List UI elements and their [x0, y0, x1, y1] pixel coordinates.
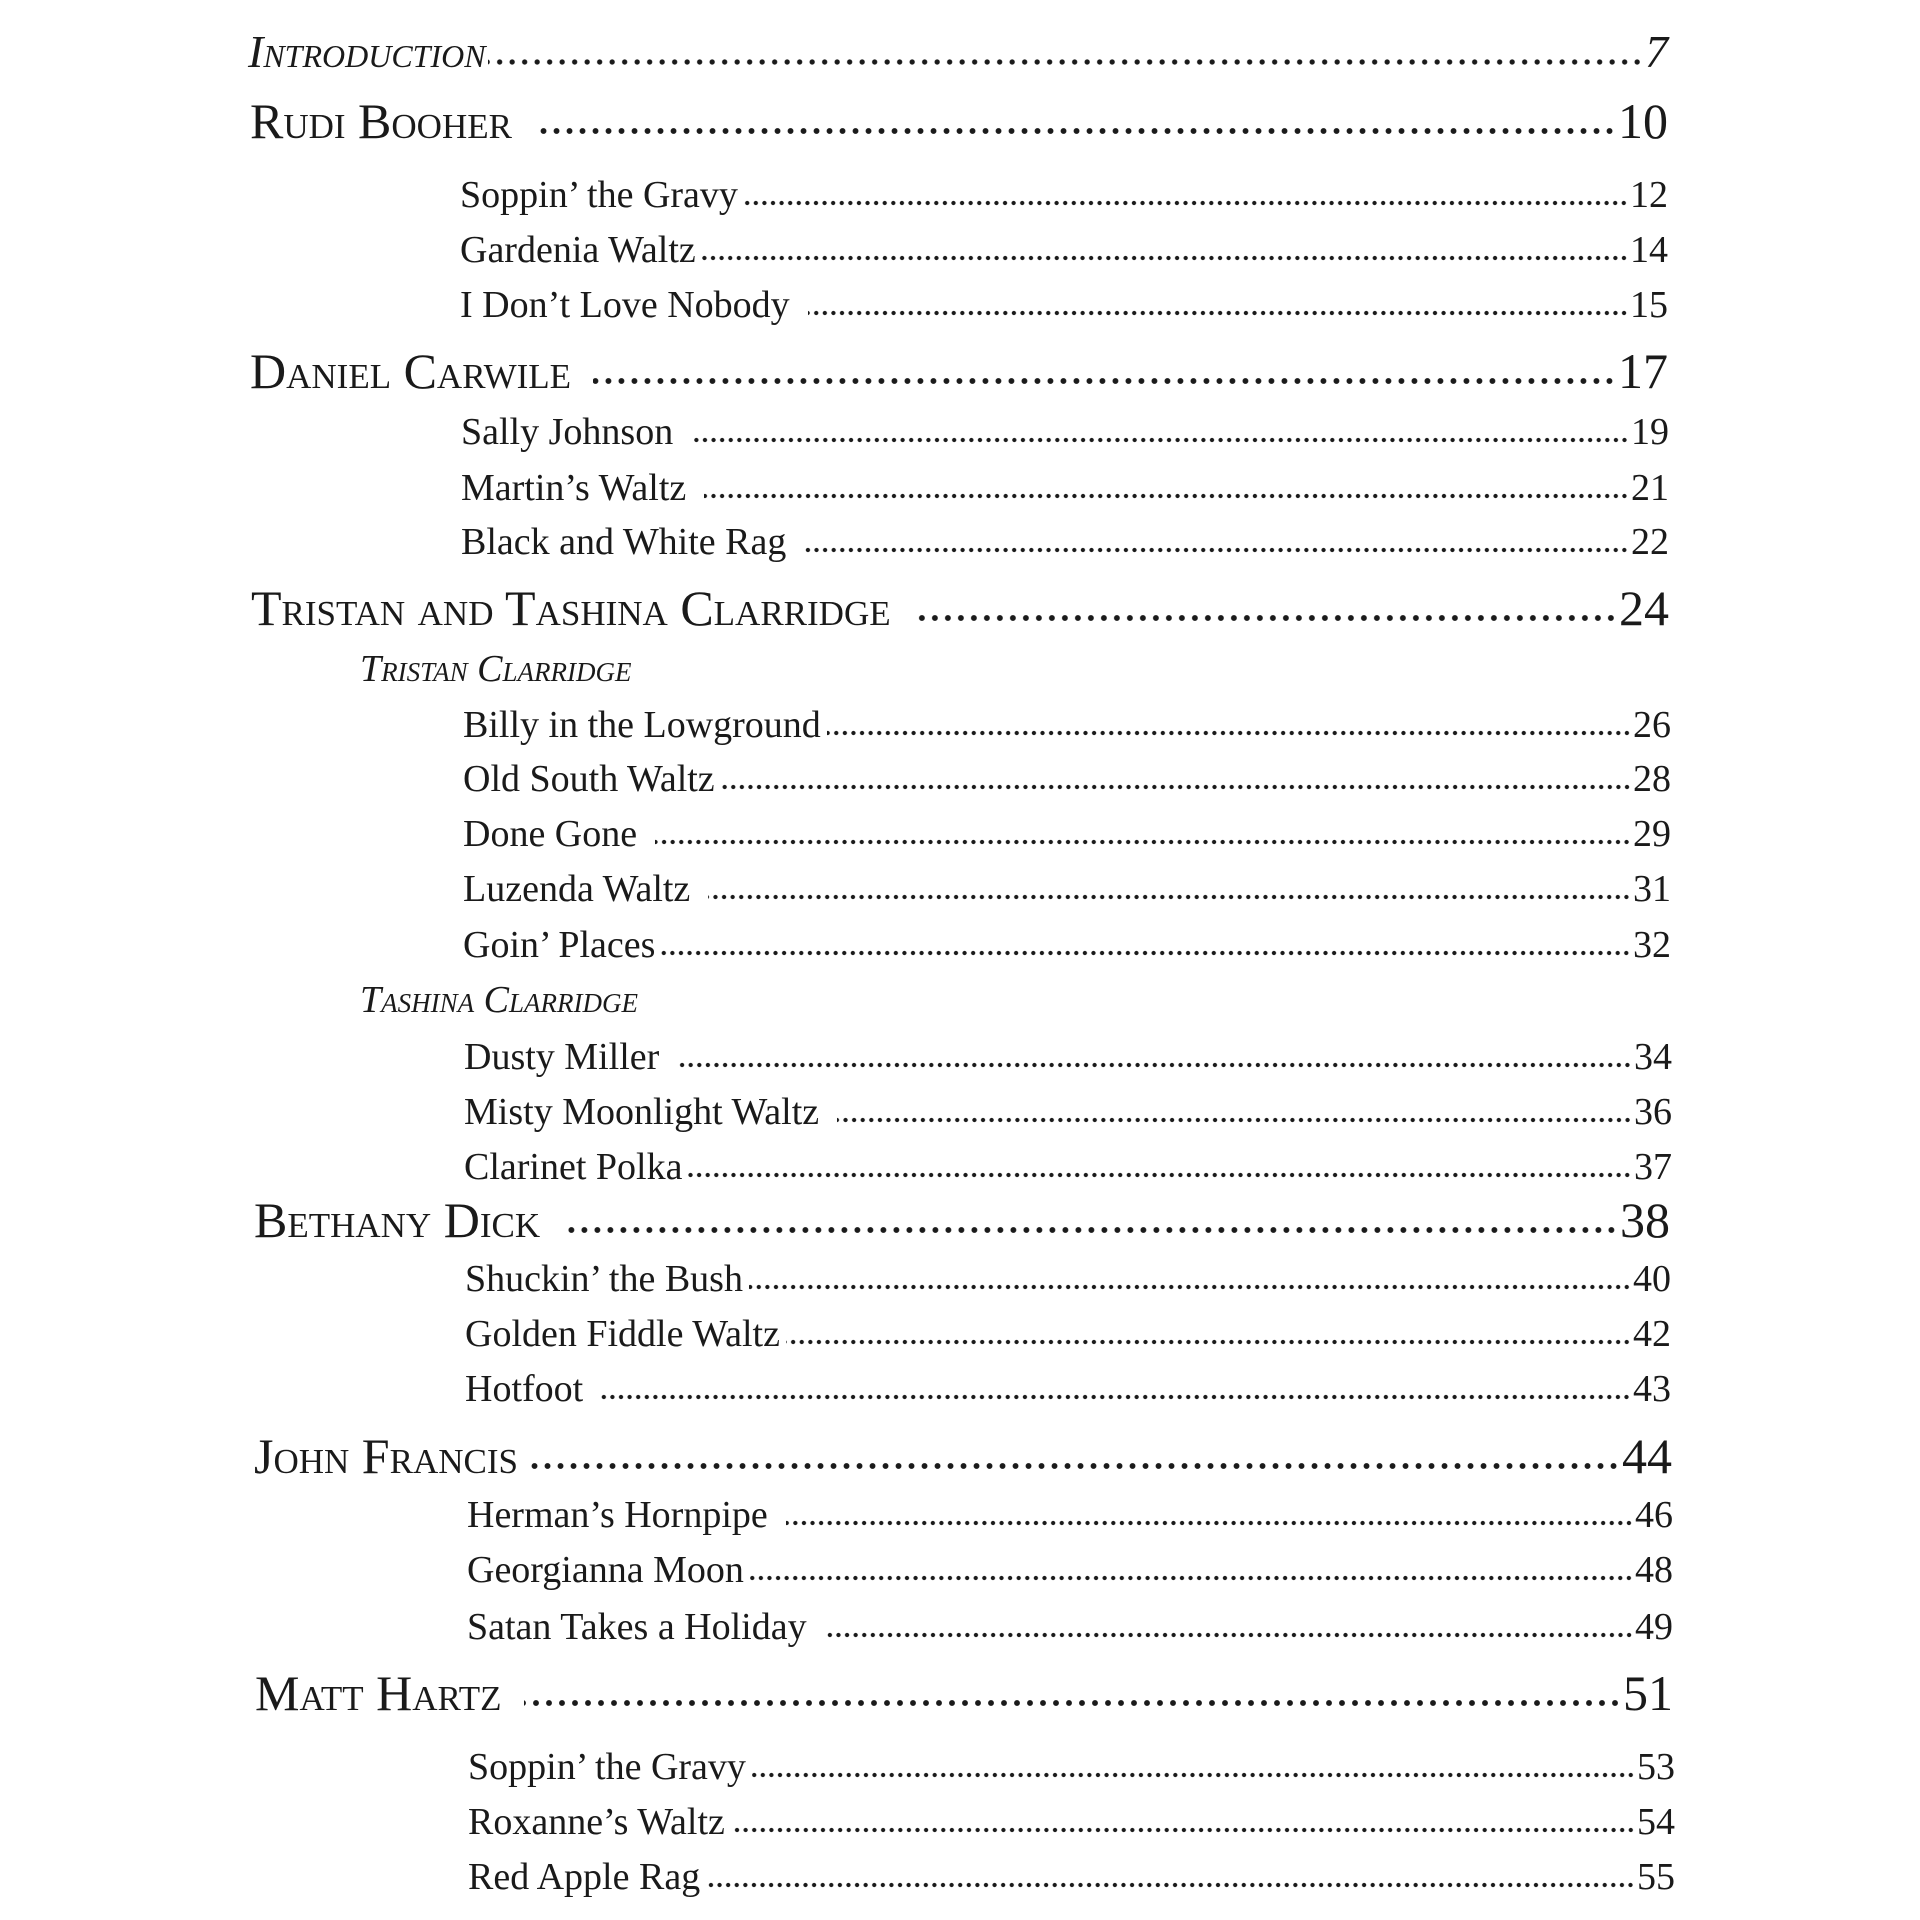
- dot-leader: [825, 1630, 1633, 1640]
- dot-leader: [702, 253, 1628, 263]
- toc-subsection-heading[interactable]: [360, 981, 638, 1019]
- dot-leader: [837, 1115, 1632, 1125]
- entry-title: Satan Takes a Holiday: [467, 1606, 807, 1648]
- dot-leader: [721, 782, 1631, 792]
- toc-entry[interactable]: [463, 870, 1671, 908]
- dot-leader: [786, 1518, 1633, 1528]
- dot-leader: [706, 1880, 1635, 1890]
- entry-page: 40: [1633, 1258, 1671, 1300]
- toc-entry[interactable]: [465, 1315, 1671, 1353]
- section-page: 44: [1622, 1428, 1672, 1484]
- entry-title: Black and White Rag: [461, 521, 787, 563]
- entry-page: 28: [1633, 758, 1671, 800]
- toc-section-heading[interactable]: [250, 343, 1668, 399]
- toc-section-heading[interactable]: [254, 1428, 1672, 1484]
- entry-title: Goin’ Places: [463, 924, 656, 966]
- dot-leader: [488, 56, 1643, 68]
- entry-title: Roxanne’s Waltz: [468, 1801, 725, 1843]
- toc-entry[interactable]: [467, 1608, 1673, 1646]
- dot-leader: [752, 1770, 1635, 1780]
- toc-section-heading[interactable]: [250, 93, 1668, 149]
- entry-title: Misty Moonlight Waltz: [464, 1091, 820, 1133]
- toc-entry[interactable]: [464, 1038, 1672, 1076]
- subsection-title: Tashina Clarridge: [360, 979, 638, 1021]
- toc-entry[interactable]: [465, 1370, 1671, 1408]
- entry-page: 48: [1635, 1549, 1673, 1591]
- section-page: 17: [1618, 343, 1668, 399]
- entry-page: 31: [1633, 868, 1671, 910]
- toc-entry[interactable]: [467, 1496, 1673, 1534]
- toc-entry[interactable]: [463, 926, 1671, 964]
- entry-page: 14: [1630, 229, 1668, 271]
- entry-page: 55: [1637, 1856, 1675, 1898]
- section-title: Rudi Booher: [250, 93, 512, 149]
- entry-page: 12: [1630, 174, 1668, 216]
- dot-leader: [786, 1337, 1631, 1347]
- dot-leader: [655, 837, 1631, 847]
- entry-title: Gardenia Waltz: [460, 229, 696, 271]
- dot-leader: [804, 545, 1629, 555]
- toc-entry[interactable]: [460, 231, 1668, 269]
- entry-page: 21: [1631, 467, 1669, 509]
- dot-leader: [688, 1170, 1632, 1180]
- dot-leader: [749, 1282, 1631, 1292]
- dot-leader: [677, 1060, 1632, 1070]
- subsection-title: Tristan Clarridge: [360, 648, 632, 690]
- entry-title: Sally Johnson: [461, 411, 674, 453]
- section-title: Daniel Carwile: [250, 343, 572, 399]
- entry-title: Golden Fiddle Waltz: [465, 1313, 780, 1355]
- entry-page: 19: [1631, 411, 1669, 453]
- section-title: Bethany Dick: [254, 1192, 541, 1248]
- toc-entry[interactable]: [460, 176, 1668, 214]
- toc-entry[interactable]: [460, 286, 1668, 324]
- dot-leader: [827, 728, 1631, 738]
- dot-leader: [731, 1825, 1635, 1835]
- entry-title: Clarinet Polka: [464, 1146, 683, 1188]
- toc-section-heading[interactable]: [254, 1192, 1670, 1248]
- dot-leader: [704, 491, 1629, 501]
- entry-title: I Don’t Love Nobody: [460, 284, 790, 326]
- section-page: 38: [1620, 1192, 1670, 1248]
- entry-title: Dusty Miller: [464, 1036, 660, 1078]
- toc-entry[interactable]: [467, 1551, 1673, 1589]
- entry-page: 15: [1630, 284, 1668, 326]
- toc-subsection-heading[interactable]: [360, 650, 631, 688]
- entry-page: 32: [1633, 924, 1671, 966]
- entry-page: 54: [1637, 1801, 1675, 1843]
- section-page: 24: [1619, 580, 1669, 636]
- toc-entry[interactable]: [463, 815, 1671, 853]
- toc-entry[interactable]: [468, 1748, 1675, 1786]
- toc-entry[interactable]: [464, 1093, 1672, 1131]
- entry-title: Hotfoot: [465, 1368, 584, 1410]
- toc-section-heading[interactable]: [251, 580, 1669, 636]
- entry-title: Soppin’ the Gravy: [468, 1746, 746, 1788]
- toc-introduction[interactable]: [248, 26, 1668, 77]
- toc-entry[interactable]: [461, 523, 1669, 561]
- entry-page: 37: [1634, 1146, 1672, 1188]
- entry-page: 29: [1633, 813, 1671, 855]
- section-page: 10: [1618, 93, 1668, 149]
- entry-title: Billy in the Lowground: [463, 704, 821, 746]
- dot-leader: [691, 435, 1629, 445]
- entry-page: 22: [1631, 521, 1669, 563]
- dot-leader: [750, 1573, 1633, 1583]
- entry-title: Done Gone: [463, 813, 638, 855]
- toc-entry[interactable]: [461, 469, 1669, 507]
- dot-leader: [661, 948, 1631, 958]
- entry-page: 42: [1633, 1313, 1671, 1355]
- toc-introduction-page: 7: [1645, 26, 1668, 77]
- dot-leader: [744, 198, 1628, 208]
- dot-leader: [534, 124, 1616, 138]
- section-title: Tristan and Tashina Clarridge: [251, 580, 891, 636]
- entry-title: Old South Waltz: [463, 758, 715, 800]
- toc-introduction-title: Introduction: [248, 26, 486, 77]
- toc-entry[interactable]: [465, 1260, 1671, 1298]
- dot-leader: [524, 1696, 1622, 1710]
- dot-leader: [526, 1459, 1620, 1473]
- entry-page: 43: [1633, 1368, 1671, 1410]
- entry-title: Shuckin’ the Bush: [465, 1258, 743, 1300]
- entry-page: 53: [1637, 1746, 1675, 1788]
- entry-page: 26: [1633, 704, 1671, 746]
- dot-leader: [708, 892, 1631, 902]
- entry-page: 34: [1634, 1036, 1672, 1078]
- entry-title: Herman’s Hornpipe: [467, 1494, 768, 1536]
- entry-page: 36: [1634, 1091, 1672, 1133]
- toc-entry[interactable]: [461, 413, 1669, 451]
- toc-entry[interactable]: [463, 706, 1671, 744]
- section-title: Matt Hartz: [255, 1665, 502, 1721]
- toc-entry[interactable]: [463, 760, 1671, 798]
- toc-entry[interactable]: [464, 1148, 1672, 1186]
- entry-title: Soppin’ the Gravy: [460, 174, 738, 216]
- section-title: John Francis: [254, 1428, 518, 1484]
- entry-title: Georgianna Moon: [467, 1549, 744, 1591]
- dot-leader: [562, 1223, 1618, 1237]
- dot-leader: [913, 611, 1617, 625]
- entry-title: Martin’s Waltz: [461, 467, 687, 509]
- toc-entry[interactable]: [468, 1858, 1675, 1896]
- entry-page: 49: [1635, 1606, 1673, 1648]
- entry-page: 46: [1635, 1494, 1673, 1536]
- toc-section-heading[interactable]: [255, 1665, 1673, 1721]
- dot-leader: [601, 1392, 1631, 1402]
- dot-leader: [593, 374, 1616, 388]
- section-page: 51: [1623, 1665, 1673, 1721]
- toc-entry[interactable]: [468, 1803, 1675, 1841]
- entry-title: Luzenda Waltz: [463, 868, 691, 910]
- entry-title: Red Apple Rag: [468, 1856, 701, 1898]
- dot-leader: [808, 308, 1628, 318]
